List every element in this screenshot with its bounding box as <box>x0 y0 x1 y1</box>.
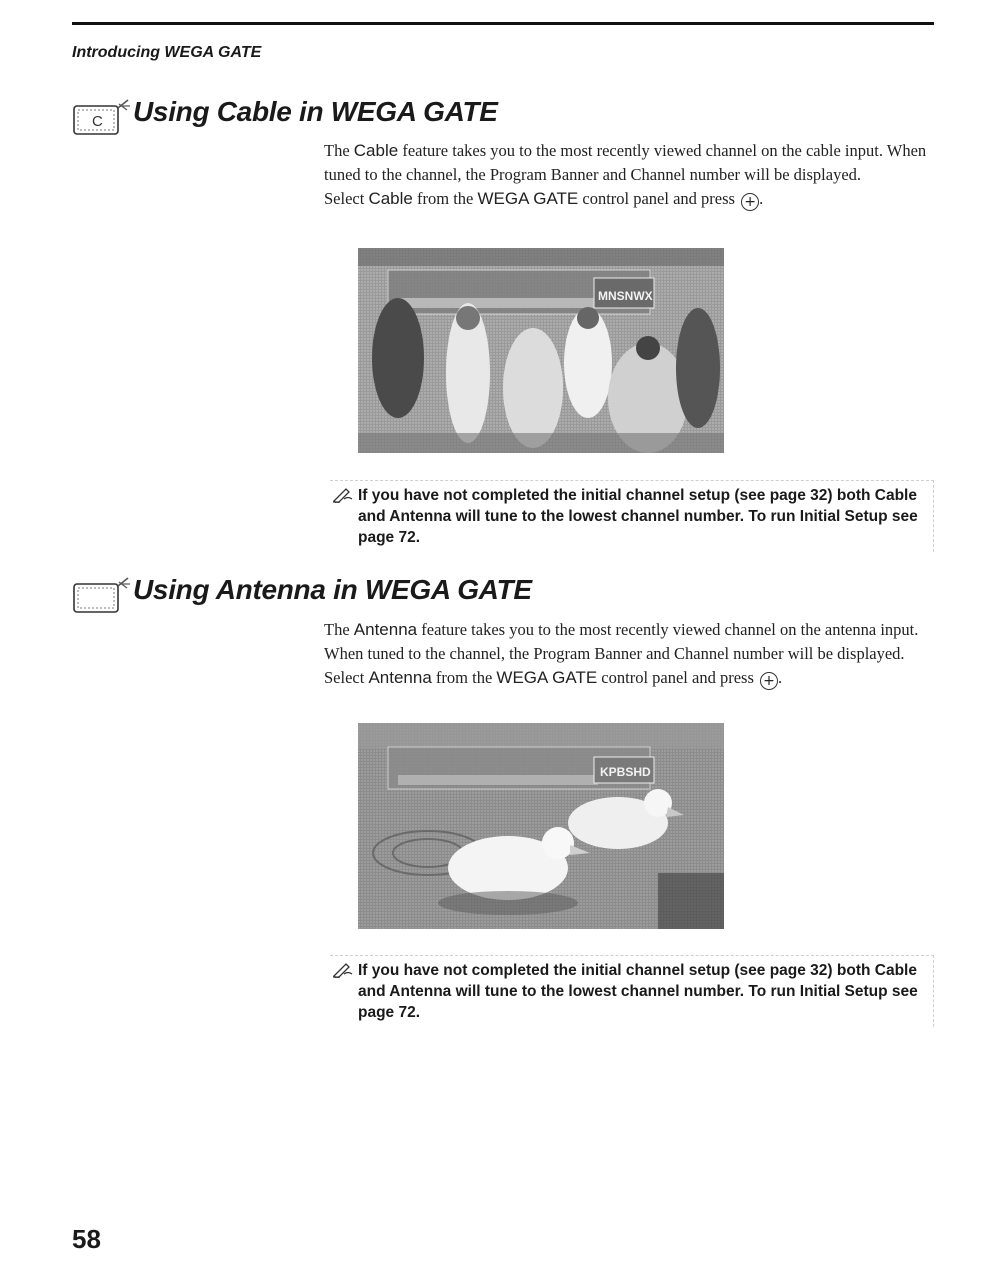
pencil-note-icon <box>332 487 354 503</box>
antenna-channel-label: KPBSHD <box>600 765 651 779</box>
antenna-note-text: If you have not completed the initial channel setup (see page 32) both Cable and Antenna will tune to the lowest channel number. To run Initial Setup see page 72. <box>358 962 918 1021</box>
cable-icon-letter: C <box>92 113 103 130</box>
cable-screen-image <box>358 248 724 453</box>
cable-control-panel-name: WEGA GATE <box>477 189 579 208</box>
cable-channel-label: MNSNWX <box>598 289 653 303</box>
enter-button-icon: + <box>741 193 759 211</box>
antenna-select-pre: Select <box>324 668 365 687</box>
antenna-period: . <box>778 668 783 687</box>
antenna-section-title: Using Antenna in WEGA GATE <box>133 574 532 605</box>
antenna-tv-icon <box>72 576 132 614</box>
enter-button-icon: + <box>760 672 778 690</box>
cable-description <box>324 139 936 211</box>
antenna-select-mid: from the <box>435 668 493 687</box>
cable-select-post: control panel and press <box>582 189 735 208</box>
antenna-feature-name: Antenna <box>353 620 418 639</box>
pencil-note-icon <box>332 962 354 978</box>
cable-section-title: Using Cable in WEGA GATE <box>133 96 498 127</box>
cable-select-mid: from the <box>417 189 474 208</box>
antenna-select-feature: Antenna <box>368 668 432 687</box>
cable-tv-icon <box>72 98 132 136</box>
antenna-intro-pre: The <box>324 620 350 639</box>
antenna-intro-post: feature takes you to the most recently viewed channel on the antenna input. When tuned to the channel, the Program Banner and Channel number will be displayed. <box>324 620 919 663</box>
antenna-description <box>324 618 936 690</box>
cable-intro-post: feature takes you to the most recently viewed channel on the cable input. When tuned to the channel, the Program Banner and Channel number will be displayed. <box>324 141 927 184</box>
cable-select-feature: Cable <box>368 189 413 208</box>
page-number: 58 <box>72 1224 101 1254</box>
antenna-note <box>330 955 934 1027</box>
running-head: Introducing WEGA GATE <box>72 44 262 61</box>
cable-intro-pre: The <box>324 141 350 160</box>
cable-feature-name: Cable <box>353 141 399 160</box>
top-rule <box>72 22 934 25</box>
antenna-select-post: control panel and press <box>601 668 754 687</box>
cable-note-text: If you have not completed the initial channel setup (see page 32) both Cable and Antenna will tune to the lowest channel number. To run Initial Setup see page 72. <box>358 487 918 546</box>
cable-note <box>330 480 934 552</box>
antenna-control-panel-name: WEGA GATE <box>496 668 598 687</box>
cable-select-pre: Select <box>324 189 365 208</box>
antenna-screen-image <box>358 723 724 929</box>
cable-period: . <box>759 189 764 208</box>
